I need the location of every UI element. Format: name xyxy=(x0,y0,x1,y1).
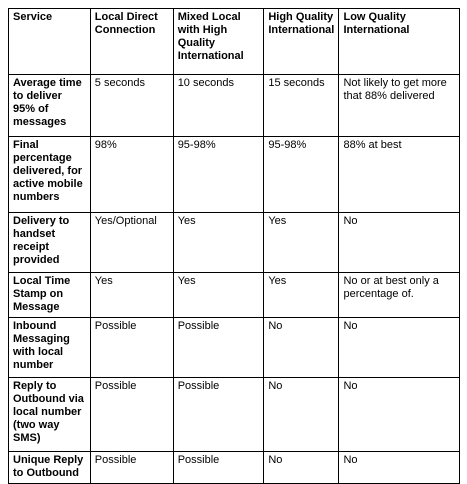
table-cell: No xyxy=(264,452,339,484)
table-row xyxy=(9,273,460,318)
row-label-unique-reply: Unique Reply to Outbound xyxy=(9,452,91,484)
table-cell: No xyxy=(339,452,460,484)
table-cell: No xyxy=(264,378,339,452)
table-row xyxy=(9,318,460,378)
column-header-service: Service xyxy=(9,9,91,75)
table-cell: Not likely to get more that 88% delivered xyxy=(339,75,460,137)
table-cell: 88% at best xyxy=(339,137,460,213)
table-cell: Possible xyxy=(90,318,173,378)
table-cell: No or at best only a percentage of. xyxy=(339,273,460,318)
table-row xyxy=(9,137,460,213)
column-header-local-direct: Local Direct Connection xyxy=(90,9,173,75)
table-cell: Yes xyxy=(264,213,339,273)
table-cell: 95-98% xyxy=(264,137,339,213)
column-header-mixed-local: Mixed Local with High Quality International xyxy=(173,9,264,75)
column-header-high-quality-intl: High Quality International xyxy=(264,9,339,75)
row-label-inbound-messaging: Inbound Messaging with local number xyxy=(9,318,91,378)
table-cell: Possible xyxy=(173,318,264,378)
table-cell: 10 seconds xyxy=(173,75,264,137)
sms-service-comparison-table xyxy=(8,8,460,484)
table-row xyxy=(9,452,460,484)
table-cell: Yes/Optional xyxy=(90,213,173,273)
table-cell: Yes xyxy=(90,273,173,318)
table-cell: 15 seconds xyxy=(264,75,339,137)
row-label-reply-to-outbound: Reply to Outbound via local number (two way SMS) xyxy=(9,378,91,452)
table-cell: Yes xyxy=(173,213,264,273)
table-cell: No xyxy=(339,213,460,273)
table-cell: Possible xyxy=(173,452,264,484)
row-label-local-time-stamp: Local Time Stamp on Message xyxy=(9,273,91,318)
table-cell: Yes xyxy=(264,273,339,318)
table-cell: Possible xyxy=(90,452,173,484)
table-cell: Yes xyxy=(173,273,264,318)
column-header-low-quality-intl: Low Quality International xyxy=(339,9,460,75)
table-cell: Possible xyxy=(90,378,173,452)
table-header-row xyxy=(9,9,460,75)
table-cell: 98% xyxy=(90,137,173,213)
table-row xyxy=(9,213,460,273)
table-cell: 95-98% xyxy=(173,137,264,213)
table-cell: No xyxy=(339,378,460,452)
table-cell: 5 seconds xyxy=(90,75,173,137)
table-cell: No xyxy=(264,318,339,378)
table-row xyxy=(9,75,460,137)
row-label-final-percentage: Final percentage delivered, for active mobile numbers xyxy=(9,137,91,213)
table-row xyxy=(9,378,460,452)
table-cell: No xyxy=(339,318,460,378)
table-cell: Possible xyxy=(173,378,264,452)
row-label-delivery-receipt: Delivery to handset receipt provided xyxy=(9,213,91,273)
comparison-table-container xyxy=(8,8,460,484)
row-label-average-time: Average time to deliver 95% of messages xyxy=(9,75,91,137)
